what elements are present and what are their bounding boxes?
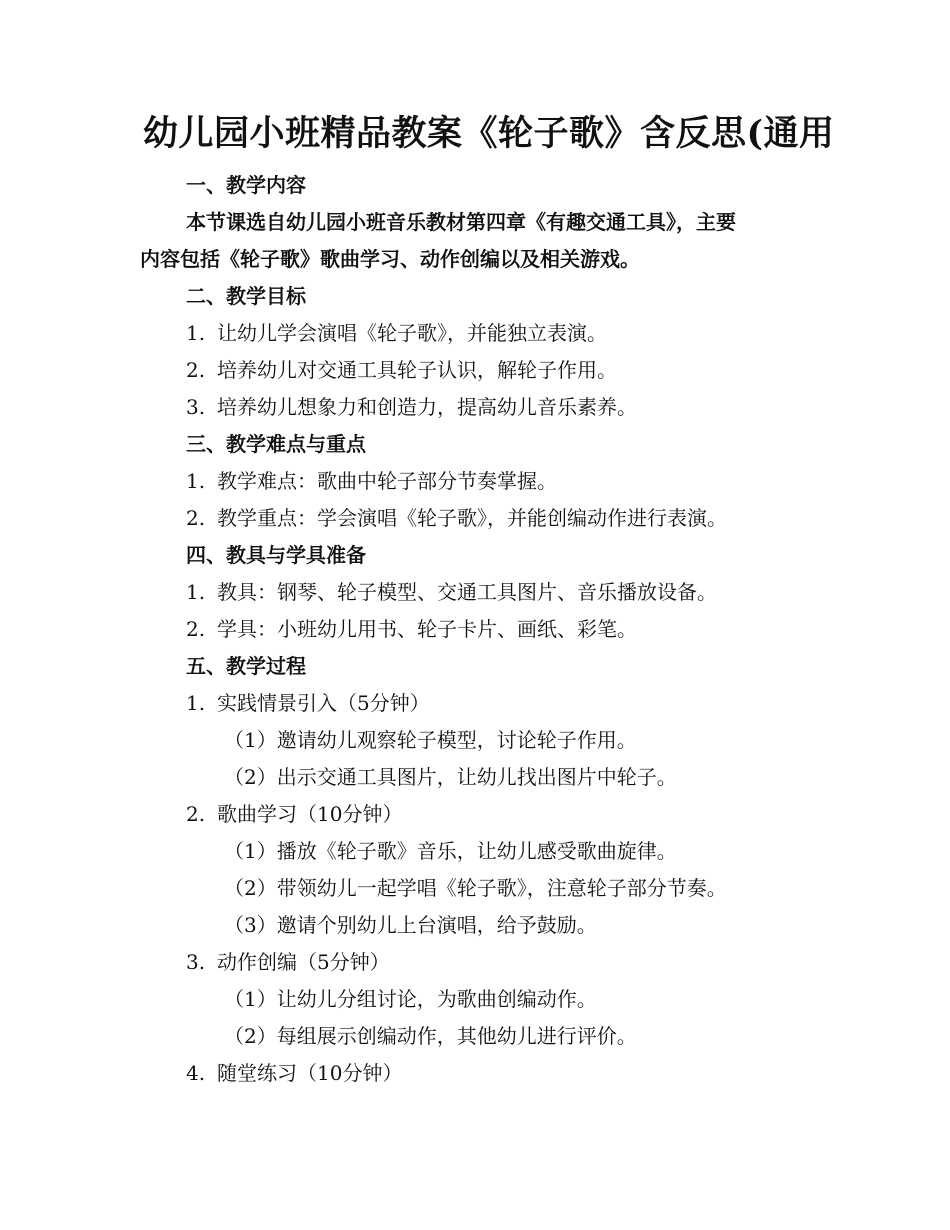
list-item-number: 3.	[186, 395, 206, 419]
list-item-text: 随堂练习（10分钟）	[217, 1061, 403, 1085]
list-item-number: 1.	[186, 469, 206, 493]
list-item-number: 1.	[186, 321, 206, 345]
section-heading: 二、教学目标	[186, 284, 306, 308]
list-item-text: 让幼儿学会演唱《轮子歌》，并能独立表演。	[217, 321, 607, 345]
list-item-number: 4.	[186, 1061, 206, 1085]
list-item	[140, 315, 820, 352]
section-heading: 一、教学内容	[186, 173, 306, 197]
list-item-text: 教学难点：歌曲中轮子部分节奏掌握。	[217, 469, 557, 493]
sub-item: （2）每组展示创编动作，其他幼儿进行评价。	[224, 1024, 637, 1048]
list-item-text: 培养幼儿对交通工具轮子认识，解轮子作用。	[217, 358, 617, 382]
list-item-text: 学具：小班幼儿用书、轮子卡片、画纸、彩笔。	[217, 617, 637, 641]
paragraph-line: 本节课选自幼儿园小班音乐教材第四章《有趣交通工具》，主要	[186, 210, 736, 234]
sub-item: （2）带领幼儿一起学唱《轮子歌》，注意轮子部分节奏。	[224, 876, 727, 900]
sub-item: （1）播放《轮子歌》音乐，让幼儿感受歌曲旋律。	[224, 839, 677, 863]
list-item	[140, 500, 820, 537]
sub-item: （1）邀请幼儿观察轮子模型，讨论轮子作用。	[224, 728, 637, 752]
section-heading: 四、教具与学具准备	[186, 543, 366, 567]
list-item	[140, 611, 820, 648]
list-item-text: 教具：钢琴、轮子模型、交通工具图片、音乐播放设备。	[217, 580, 717, 604]
sub-item: （1）让幼儿分组讨论，为歌曲创编动作。	[224, 987, 597, 1011]
paragraph-line: 内容包括《轮子歌》歌曲学习、动作创编以及相关游戏。	[140, 247, 640, 271]
list-item-text: 实践情景引入（5分钟）	[217, 691, 430, 715]
list-item-number: 2.	[186, 358, 206, 382]
section-heading: 五、教学过程	[186, 654, 306, 678]
list-item-text: 教学重点：学会演唱《轮子歌》，并能创编动作进行表演。	[217, 506, 727, 530]
paragraph	[140, 204, 820, 278]
list-item-number: 3.	[186, 950, 206, 974]
list-item-number: 1.	[186, 580, 206, 604]
list-item-text: 歌曲学习（10分钟）	[217, 802, 403, 826]
document-title: 幼儿园小班精品教案《轮子歌》含反思(通用	[143, 113, 835, 154]
list-item	[140, 463, 820, 500]
list-item-number: 2.	[186, 506, 206, 530]
sub-item: （2）出示交通工具图片，让幼儿找出图片中轮子。	[224, 765, 677, 789]
list-item	[140, 685, 820, 722]
list-item	[140, 352, 820, 389]
list-item-number: 2.	[186, 802, 206, 826]
list-item-text: 动作创编（5分钟）	[217, 950, 390, 974]
list-item-number: 1.	[186, 691, 206, 715]
list-item	[140, 574, 820, 611]
sub-item: （3）邀请个别幼儿上台演唱，给予鼓励。	[224, 913, 597, 937]
list-item	[140, 1055, 820, 1092]
list-item	[140, 389, 820, 426]
list-item	[140, 944, 820, 981]
section-heading: 三、教学难点与重点	[186, 432, 366, 456]
list-item-number: 2.	[186, 617, 206, 641]
document-body	[140, 167, 820, 1092]
list-item-text: 培养幼儿想象力和创造力，提高幼儿音乐素养。	[217, 395, 637, 419]
list-item	[140, 796, 820, 833]
